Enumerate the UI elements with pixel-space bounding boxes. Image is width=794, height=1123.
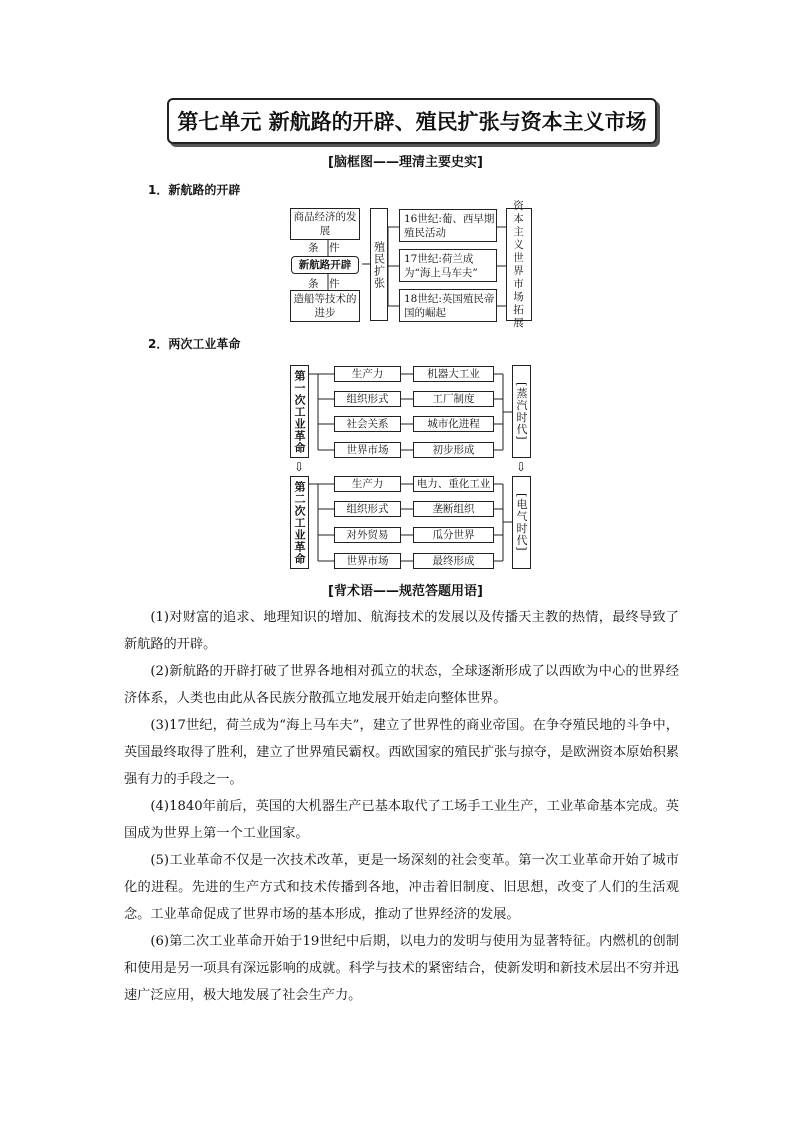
section-heading-1: 1．新航路的开辟 bbox=[148, 183, 241, 197]
condition-tag-upper: 条 件 bbox=[308, 242, 340, 254]
second-result-1: 电力、重化工业 bbox=[413, 476, 494, 492]
first-aspect-1: 生产力 bbox=[334, 366, 401, 382]
world-market-result: 资本主义世界市场拓展 bbox=[506, 208, 532, 321]
condition-commodity-economy: 商品经济的发展 bbox=[290, 208, 360, 240]
paragraph-4: (4)1840年前后，英国的大机器生产已基本取代了工场手工业生产，工业革命基本完成。英国成为世界上第一个工业国家。 bbox=[124, 799, 679, 841]
event-16th-century: 16世纪:葡、西早期殖民活动 bbox=[399, 209, 497, 242]
second-aspect-3: 对外贸易 bbox=[334, 527, 401, 543]
paragraph-6: (6)第二次工业革命开始于19世纪中后期，以电力的发明与使用为显著特征。内燃机的创制和使用是另一项具有深远影响的成就。科学与技术的紧密结合，使新发明和新技术层出不穷并迅速广泛应用，极大地发展了社会生产力。 bbox=[124, 934, 679, 1003]
first-aspect-2: 组织形式 bbox=[334, 391, 401, 407]
event-17th-century: 17世纪:荷兰成为“海上马车夫” bbox=[399, 249, 497, 282]
steam-age-box: [蒸汽时代] bbox=[512, 365, 531, 458]
subtitle-mindmap: [脑框图——理清主要史实] bbox=[328, 155, 483, 170]
paragraph-1: (1)对财富的追求、地理知识的增加、航海技术的发展以及传播天主教的热情，最终导致了新航路的开辟。 bbox=[124, 610, 679, 652]
second-aspect-4: 世界市场 bbox=[334, 553, 401, 569]
center-new-routes: 新航路开辟 bbox=[291, 256, 359, 274]
second-result-2: 垄断组织 bbox=[413, 501, 494, 517]
second-aspect-2: 组织形式 bbox=[334, 501, 401, 517]
first-aspect-4: 世界市场 bbox=[334, 442, 401, 458]
second-result-4: 最终形成 bbox=[413, 553, 494, 569]
first-industrial-revolution-label: 第一次工业革命 bbox=[290, 365, 309, 458]
first-result-2: 工厂制度 bbox=[413, 391, 494, 407]
paragraph-3: (3)17世纪，荷兰成为“海上马车夫”，建立了世界性的商业帝国。在争夺殖民地的斗争中，英国最终取得了胜利，建立了世界殖民霸权。西欧国家的殖民扩张与掠夺，是欧洲资本原始积累强有力的手段之一。 bbox=[124, 718, 679, 787]
electric-age-box: [电气时代] bbox=[512, 476, 531, 569]
first-aspect-3: 社会关系 bbox=[334, 416, 401, 432]
first-result-1: 机器大工业 bbox=[413, 366, 494, 382]
condition-shipbuilding: 造船等技术的进步 bbox=[290, 290, 360, 322]
paragraph-5: (5)工业革命不仅是一次技术改革，更是一场深刻的社会变革。第一次工业革命开始了城市化的进程。先进的生产方式和技术传播到各地，冲击着旧制度、旧思想，改变了人们的生活观念。工业革命促成了世界市场的基本形成，推动了世界经济的发展。 bbox=[124, 853, 679, 922]
condition-tag-lower: 条 件 bbox=[308, 278, 340, 290]
event-18th-century: 18世纪:英国殖民帝国的崛起 bbox=[399, 289, 497, 322]
subtitle-terms: [背术语——规范答题用语] bbox=[328, 584, 483, 599]
first-result-3: 城市化进程 bbox=[413, 416, 494, 432]
colonial-expansion-box: 殖民扩张 bbox=[370, 208, 388, 321]
unit-title: 第七单元 新航路的开辟、殖民扩张与资本主义市场 bbox=[167, 98, 657, 144]
section-heading-2: 2．两次工业革命 bbox=[148, 337, 241, 351]
paragraph-2: (2)新航路的开辟打破了世界各地相对孤立的状态，全球逐渐形成了以西欧为中心的世界经济体系，人类也由此从各民族分散孤立地发展开始走向整体世界。 bbox=[124, 664, 679, 706]
first-result-4: 初步形成 bbox=[413, 442, 494, 458]
second-aspect-1: 生产力 bbox=[334, 476, 401, 492]
down-arrow-icon-left: ⇩ bbox=[294, 460, 305, 474]
down-arrow-icon-right: ⇩ bbox=[516, 460, 527, 474]
second-industrial-revolution-label: 第二次工业革命 bbox=[290, 476, 309, 569]
second-result-3: 瓜分世界 bbox=[413, 527, 494, 543]
